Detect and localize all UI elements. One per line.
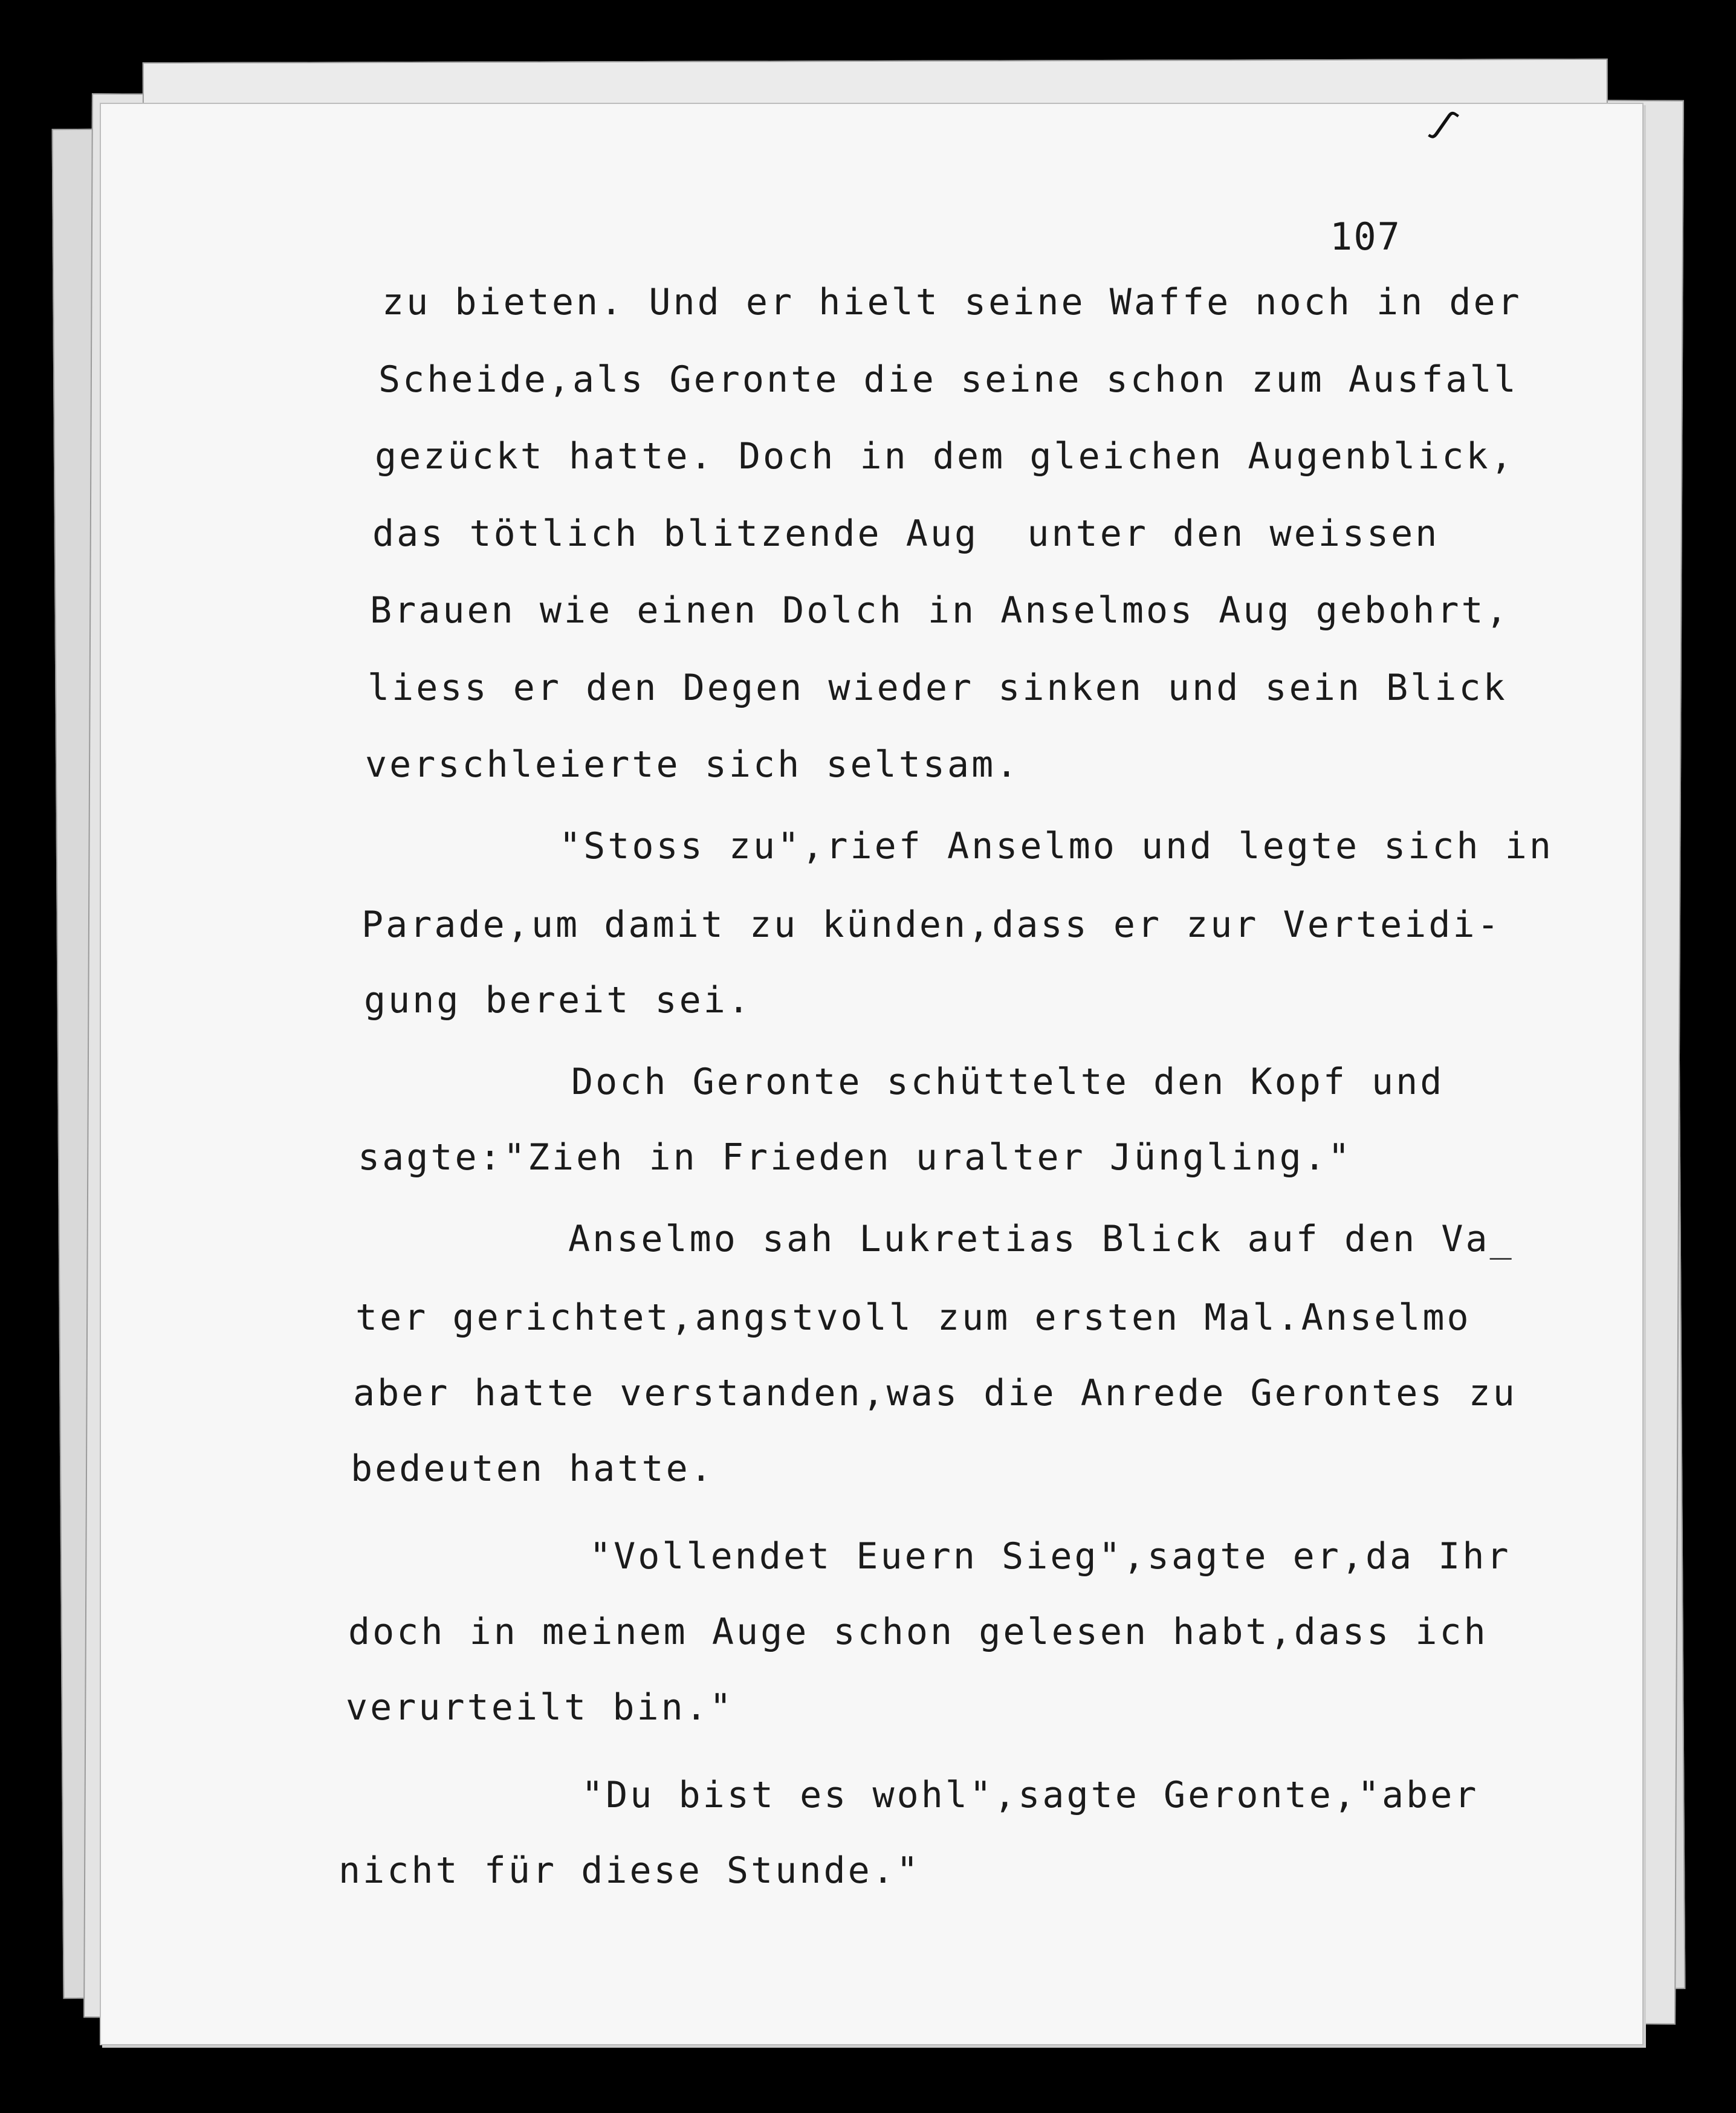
text-line: zu bieten. Und er hielt seine Waffe noch in der [382, 281, 1522, 323]
page-number: 107 [1330, 215, 1401, 259]
text-line: ter gerichtet,angstvoll zum ersten Mal.Anselmo [355, 1296, 1471, 1339]
text-line: nicht für diese Stunde." [338, 1849, 921, 1892]
text-line: "Stoss zu",rief Anselmo und legte sich in [559, 825, 1554, 867]
text-line: bedeuten hatte. [351, 1448, 714, 1490]
text-line: Scheide,als Geronte die seine schon zum Ausfall [378, 358, 1518, 401]
text-line: Doch Geronte schüttelte den Kopf und [571, 1061, 1445, 1103]
text-line: aber hatte verstanden,was die Anrede Gerontes zu [353, 1372, 1517, 1414]
text-line: Anselmo sah Lukretias Blick auf den Va_ [568, 1218, 1514, 1260]
pencil-mark: ʃ [1427, 103, 1462, 145]
text-line: doch in meinem Auge schon gelesen habt,dass ich [348, 1611, 1488, 1653]
text-line: sagte:"Zieh in Frieden uralter Jüngling." [358, 1136, 1353, 1179]
text-line: Brauen wie einen Dolch in Anselmos Aug gebohrt, [370, 589, 1510, 632]
text-line: Parade,um damit zu künden,dass er zur Verteidi- [361, 904, 1501, 946]
text-line: verurteilt bin." [346, 1686, 734, 1729]
text-line: verschleierte sich seltsam. [365, 743, 1020, 786]
text-line: gung bereit sei. [364, 979, 752, 1021]
text-line: liess er den Degen wieder sinken und sein Blick [368, 667, 1508, 709]
text-line: das tötlich blitzende Aug unter den weissen [372, 513, 1440, 555]
text-line: "Vollendet Euern Sieg",sagte er,da Ihr [589, 1535, 1511, 1577]
text-line: "Du bist es wohl",sagte Geronte,"aber [581, 1774, 1479, 1816]
text-line: gezückt hatte. Doch in dem gleichen Augenblick, [375, 435, 1515, 477]
